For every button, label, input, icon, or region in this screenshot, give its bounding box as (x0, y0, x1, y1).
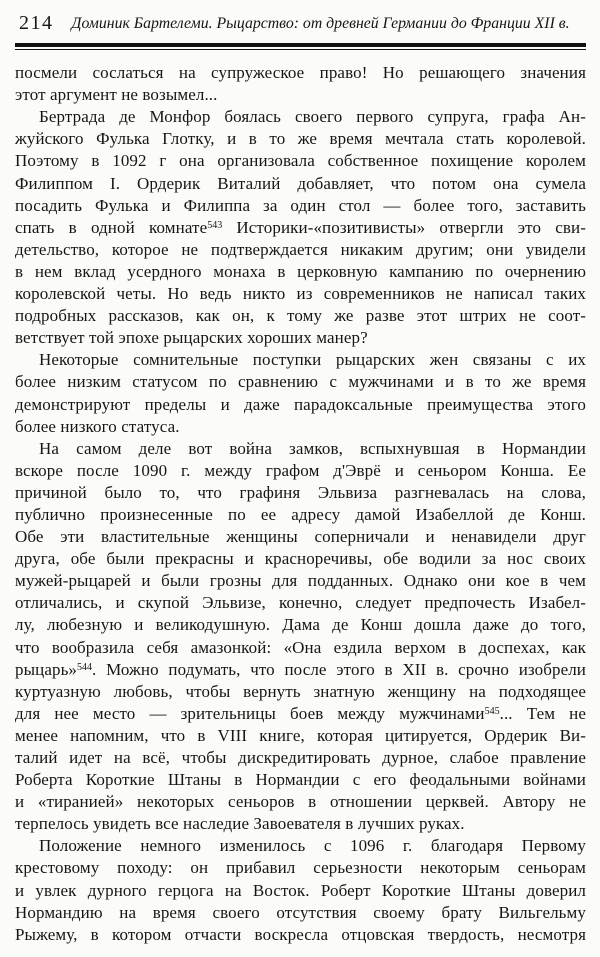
text-line: Филиппом I. Ордерик Виталий добавляет, что потом она сумела (15, 173, 586, 193)
text-line: Поэтому в 1092 г она организовала собственное похищение королем (15, 151, 586, 171)
text-line: причиной было то, что графиня Эльвиза разгневалась на слова, (15, 482, 586, 502)
text-line: Роберта Короткие Штаны в Нормандии с его феодальными войнами (15, 770, 586, 790)
text-line: лу, любезную и великодушную. Дама де Конш дошла даже до того, (15, 615, 586, 635)
text-line: жуйского Фулька Глотку, и в то же время мечтала стать королевой. (15, 129, 586, 149)
text-line: подробных рассказов, как он, к тому же разве этот штрих не соот- (15, 306, 586, 326)
text-line: терпелось увидеть все наследие Завоевателя в лучших руках. (15, 814, 465, 834)
text-line: публично произнесенные по ее адресу дамой Изабеллой де Конш. (15, 504, 586, 524)
footnote-marker: 544 (77, 661, 93, 673)
text-line: куртуазную любовь, чтобы вернуть знатную женщину на подходящее (15, 681, 586, 701)
page-header (15, 12, 586, 38)
text-line: в нем вклад усердного монаха в церковную кампанию по очернению (15, 261, 586, 281)
text-line: посадить Фулька и Филиппа за один стол — более того, заставить (15, 195, 586, 215)
header-rule-thin-line (15, 49, 586, 51)
text-line: королевской четы. Но ведь никто из современников не написал таких (15, 284, 586, 304)
text-line: Положение немного изменилось с 1096 г. благодаря Первому (39, 836, 586, 856)
paragraph (15, 438, 586, 836)
text-line: мужей-рыцарей и были грозны для подданных. Однако они кое в чем (15, 571, 586, 591)
paragraph (15, 349, 586, 437)
text-line: более низкого статуса. (15, 416, 180, 436)
text-line: друга, обе были прекрасны и красноречивы, обе водили за нос своих (15, 549, 586, 569)
text-line: и увлек дурного герцога на Восток. Роберт Короткие Штаны доверил (15, 880, 586, 900)
text-line: что вообразила себя амазонкой: «Она ездила верхом в доспехах, как (15, 637, 586, 657)
text-block (15, 62, 586, 946)
running-title: Доминик Бартелеми. Рыцарство: от древней Германии до Франции XII в. (71, 15, 570, 32)
text-line: этот аргумент не возымел... (15, 85, 218, 105)
text-line: детельство, которое не подтверждается никаким другим; они увидели (15, 239, 586, 259)
text-line: Обе эти властительные женщины соперничали и ненавидели друг (15, 527, 586, 547)
text-line: более низким статусом по сравнению с мужчинами и в то же время (15, 372, 586, 392)
text-line: спать в одной комнате$^{543}$ Историки-«позитивисты» отвергли это сви- (15, 217, 587, 237)
text-line: демонстрируют пределы и даже парадоксальные преимущества этого (15, 394, 586, 414)
header-rule (15, 43, 586, 50)
paragraph (15, 106, 586, 349)
text-line: ветствует той эпохе рыцарских хороших манер? (15, 328, 368, 348)
text-line: Бертрада де Монфор боялась своего первого супруга, графа Ан- (39, 107, 586, 127)
text-line: и «тиранией» некоторых сеньоров в отношении церквей. Автору не (15, 792, 586, 812)
text-line: вскоре после 1090 г. между графом д'Эврё и сеньором Конша. Ее (15, 460, 586, 480)
footnote-marker: 545 (484, 705, 500, 717)
text-line: менее напомним, что в VIII книге, которая цитируется, Ордерик Ви- (15, 725, 586, 745)
text-line: На самом деле вот война замков, вспыхнувшая в Нормандии (39, 438, 586, 458)
text-line: рыцарь»$^{544}$. Можно подумать, что после этого в XII в. срочно изобрели (15, 659, 586, 679)
text-line: Некоторые сомнительные поступки рыцарских жен связаны с их (39, 350, 586, 370)
paragraph (15, 835, 586, 945)
text-line: крестовому походу: он прибавил серьезности некоторым сеньорам (15, 858, 586, 878)
header-rule-thick-line (15, 43, 586, 47)
text-line: отличались, и скупой Эльвизе, конечно, следует предпочесть Изабел- (15, 593, 586, 613)
paragraph (15, 62, 586, 106)
page-number: 214 (19, 12, 54, 34)
text-line: талий идет на всё, чтобы дискредитировать дурное, слабое правление (15, 748, 586, 767)
text-line: посмели сослаться на супружеское право! Но решающего значения (15, 63, 586, 83)
text-line: Нормандию на время своего отсутствия своему брату Вильгельму (15, 902, 586, 922)
text-line: Рыжему, в котором отчасти воскресла отцовская твердость, несмотря (15, 924, 586, 944)
footnote-marker: 543 (207, 219, 223, 231)
text-line: для нее место — зрительницы боев между мужчинами$^{545}$... Тем не (15, 703, 586, 723)
